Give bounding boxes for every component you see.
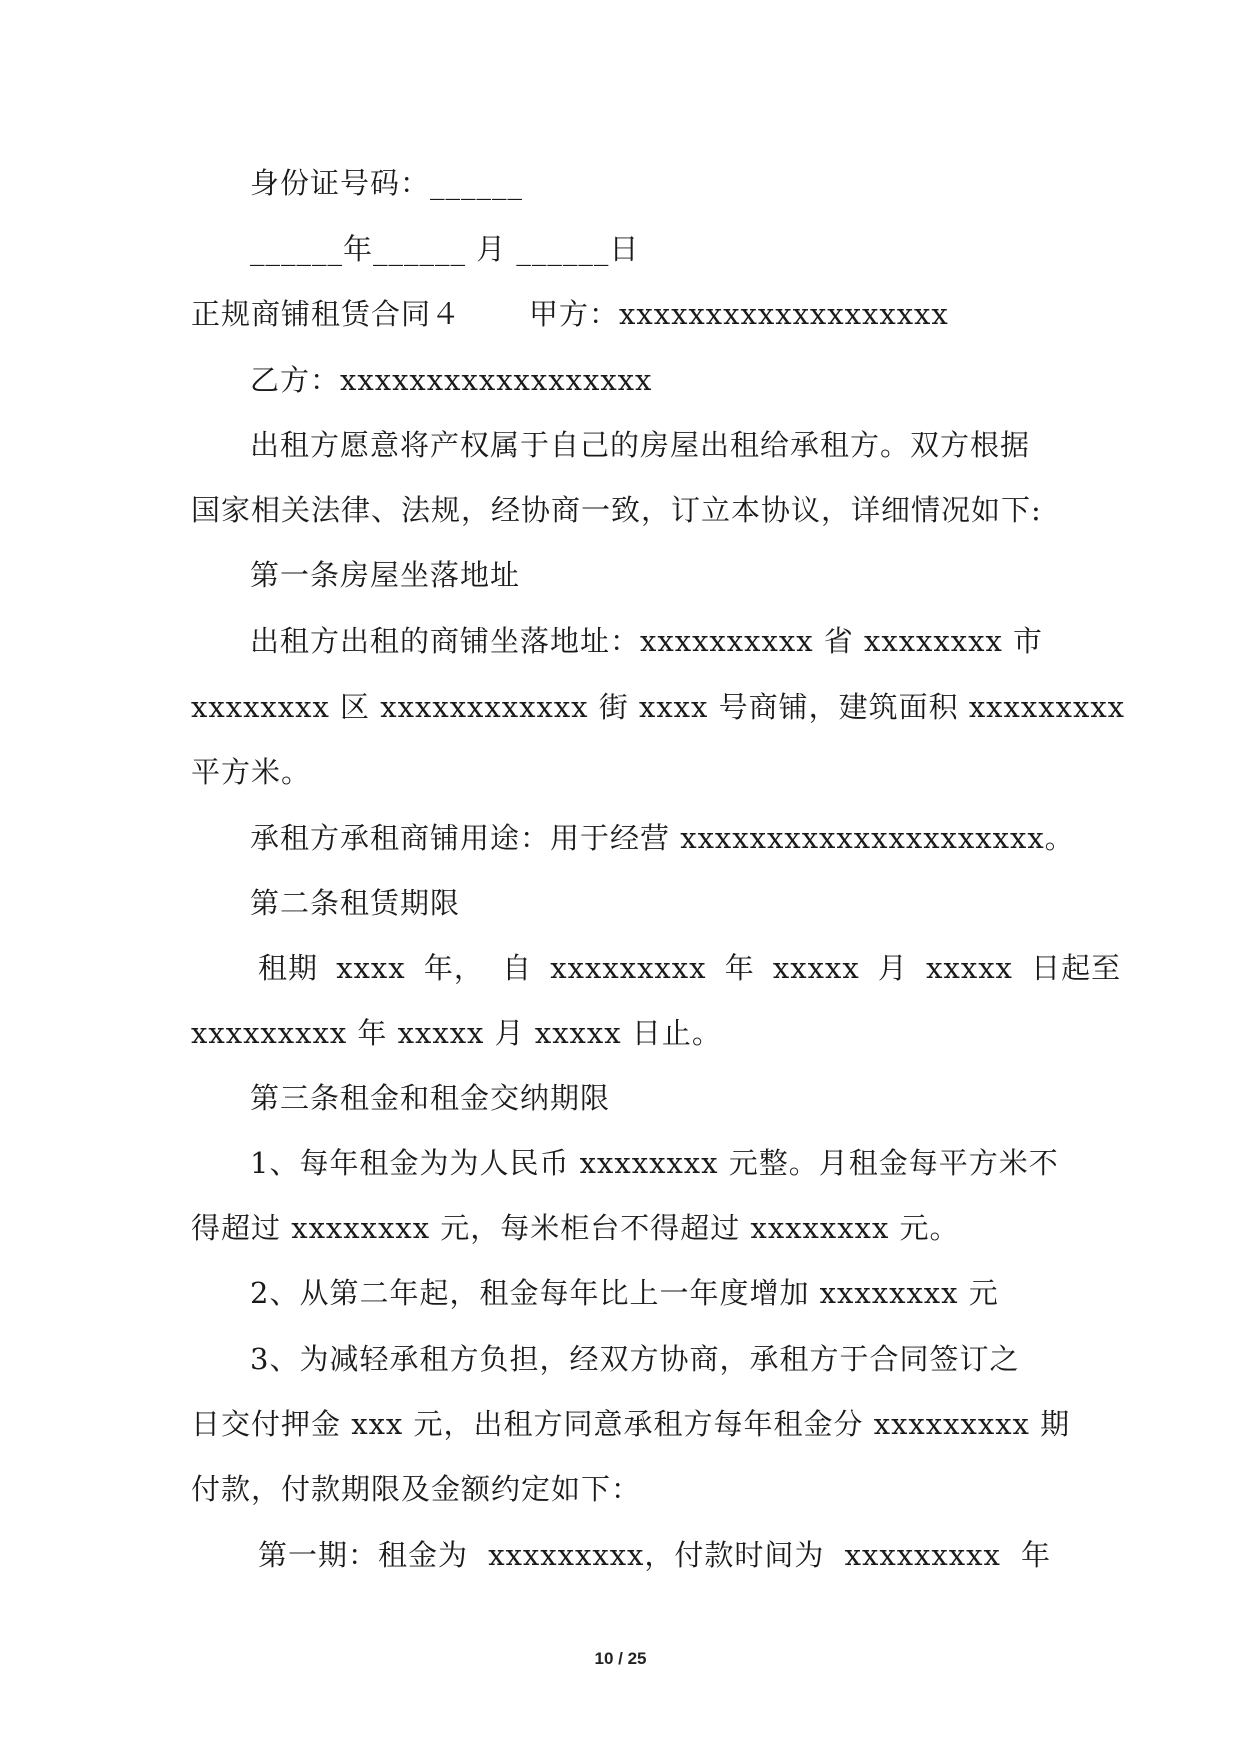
paragraph-line: 1、每年租金为为人民币 xxxxxxxx 元整。月租金每平方米不 bbox=[250, 1146, 1059, 1180]
paragraph-line: 出租方出租的商铺坐落地址：xxxxxxxxxx 省 xxxxxxxx 市 bbox=[250, 624, 1044, 658]
paragraph-line: xxxxxxxxx 年 xxxxx 月 xxxxx 日止。 bbox=[191, 1016, 722, 1050]
paragraph-line: 平方米。 bbox=[191, 755, 312, 789]
paragraph-line: 得超过 xxxxxxxx 元，每米柜台不得超过 xxxxxxxx 元。 bbox=[191, 1211, 960, 1245]
date-line: ______年______ 月 ______日 bbox=[250, 232, 640, 266]
paragraph-line: 国家相关法律、法规，经协商一致，订立本协议，详细情况如下: bbox=[191, 493, 1042, 527]
party-a: 甲方：xxxxxxxxxxxxxxxxxxx bbox=[529, 297, 949, 331]
paragraph-line: 付款，付款期限及金额约定如下： bbox=[191, 1472, 642, 1506]
paragraph-line: 第一期：租金为 xxxxxxxxx，付款时间为 xxxxxxxxx 年 bbox=[258, 1538, 1052, 1572]
article-heading: 第一条房屋坐落地址 bbox=[250, 558, 521, 592]
article-heading: 第二条租赁期限 bbox=[250, 886, 461, 920]
paragraph-line: 3、为减轻承租方负担，经双方协商，承租方于合同签订之 bbox=[250, 1342, 1020, 1376]
contract-title: 正规商铺租赁合同４ bbox=[191, 297, 462, 331]
paragraph-line: 承租方承租商铺用途：用于经营 xxxxxxxxxxxxxxxxxxxxx。 bbox=[250, 821, 1075, 855]
party-b: 乙方：xxxxxxxxxxxxxxxxxx bbox=[250, 363, 653, 397]
paragraph-line: 租期 xxxx 年， 自 xxxxxxxxx 年 xxxxx 月 xxxxx 日起至 bbox=[258, 951, 1122, 985]
paragraph-line: xxxxxxxx 区 xxxxxxxxxxxx 街 xxxx 号商铺，建筑面积 xxxxxxxxx bbox=[191, 690, 1126, 724]
contract-title-line bbox=[191, 294, 949, 334]
page-number: 10 / 25 bbox=[594, 1649, 647, 1668]
id-number-line: 身份证号码：______ bbox=[250, 166, 524, 200]
paragraph-line: 2、从第二年起，租金每年比上一年度增加 xxxxxxxx 元 bbox=[250, 1276, 999, 1310]
article-heading: 第三条租金和租金交纳期限 bbox=[250, 1081, 611, 1115]
paragraph-line: 日交付押金 xxx 元，出租方同意承租方每年租金分 xxxxxxxxx 期 bbox=[191, 1407, 1071, 1441]
paragraph-line: 出租方愿意将产权属于自己的房屋出租给承租方。双方根据 bbox=[250, 428, 1031, 462]
